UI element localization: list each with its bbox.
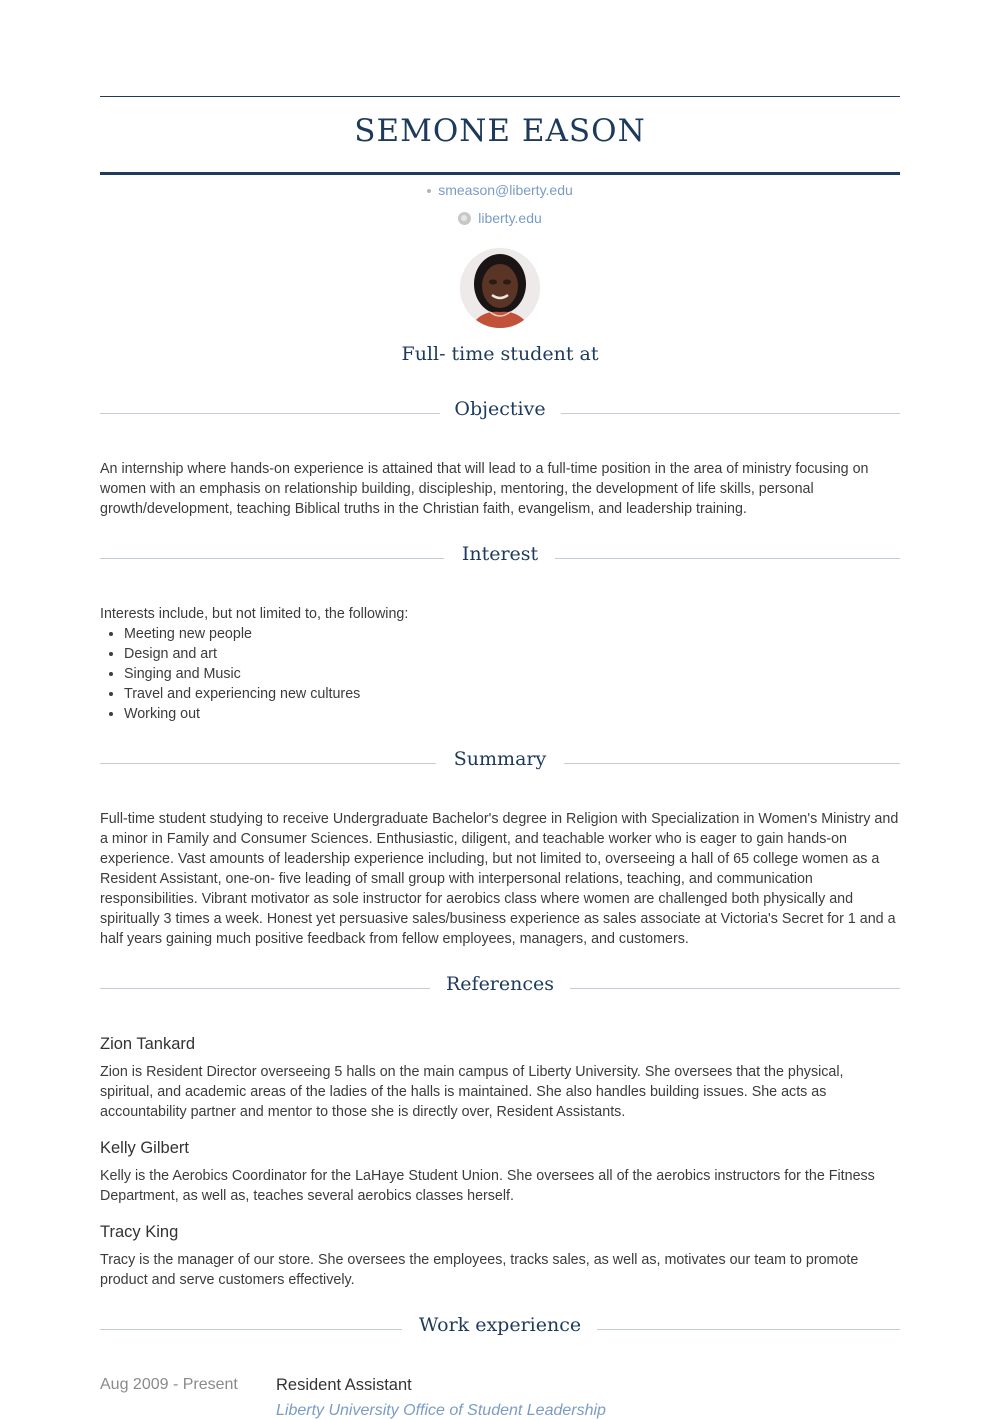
profile-photo bbox=[460, 248, 540, 328]
section-title: Summary bbox=[453, 748, 547, 770]
work-date: Aug 2009 - Present bbox=[100, 1376, 238, 1393]
section-title: Work experience bbox=[418, 1314, 582, 1336]
heading-rule-right bbox=[570, 988, 900, 989]
reference-text: Tracy is the manager of our store. She oversees the employees, tracks sales, as well as, motivates our team to promote product and serve customers effectively. bbox=[100, 1252, 859, 1288]
work-title: Resident Assistant bbox=[276, 1376, 412, 1394]
heading-rule-right bbox=[561, 413, 900, 414]
section-title: Interest bbox=[461, 543, 539, 565]
header-top-rule bbox=[100, 96, 900, 97]
heading-rule-right bbox=[555, 558, 900, 559]
section-heading-summary bbox=[100, 746, 900, 776]
section-title: Objective bbox=[454, 398, 546, 420]
list-item: • Meeting new people bbox=[124, 624, 900, 644]
website-contact[interactable] bbox=[100, 210, 900, 226]
section-heading-objective bbox=[100, 396, 900, 426]
heading-rule-right bbox=[564, 763, 900, 764]
summary-text: Full-time student studying to receive Undergraduate Bachelor's degree in Religion with Specialization in Women's Ministry and a minor in Family and Consumer Sciences. Enthusiastic, diligent, and teachable worker who is eager to gain hands-on experience. Vast amounts of leadership experience including, but not limited to, overseeing a hall of 65 college women as a Resident Assistant, one-on- five leading of small group with interpersonal relations, teaching, and communication responsibilities. Vibrant motivator as sole instructor for aerobics class where women are challenged both physically and spiritually 3 times a week. Honest yet persuasive sales/business experience as sales associate at Victoria's Secret for 1 and a half years gaining much positive feedback from fellow employees, managers, and customers. bbox=[100, 811, 899, 947]
email-contact[interactable] bbox=[100, 182, 900, 198]
section-heading-interest bbox=[100, 541, 900, 571]
reference-name: Tracy King bbox=[100, 1223, 179, 1241]
headline: Full- time student at bbox=[401, 343, 599, 365]
list-item: • Design and art bbox=[124, 644, 900, 664]
section-title: References bbox=[445, 973, 555, 995]
objective-text: An internship where hands-on experience is attained that will lead to a full-time position in the area of ministry focusing on women with an emphasis on relationship building, discipleship, mentoring, the development of life skills, personal growth/development, teaching Biblical truths in the Christian faith, evangelism, and leadership training. bbox=[100, 461, 869, 517]
list-item: • Travel and experiencing new cultures bbox=[124, 684, 900, 704]
bullet-icon bbox=[427, 189, 431, 193]
email-link[interactable]: smeason@liberty.edu bbox=[438, 182, 573, 198]
section-heading-references bbox=[100, 971, 900, 1001]
interest-list bbox=[100, 604, 900, 724]
avatar bbox=[460, 248, 540, 328]
reference-text: Kelly is the Aerobics Coordinator for the LaHaye Student Union. She oversees all of the aerobics instructors for the Fitness Department, as well as, teaches several aerobics classes herself. bbox=[100, 1168, 875, 1204]
reference-text: Zion is Resident Director overseeing 5 halls on the main campus of Liberty University. She oversees that the physical, spiritual, and academic areas of the ladies of the halls is maintained. She also handles building issues. She acts as accountability partner and mentor to those she is directly over, Resident Assistants. bbox=[100, 1064, 844, 1120]
reference-name: Kelly Gilbert bbox=[100, 1139, 189, 1157]
interest-intro: Interests include, but not limited to, the following: bbox=[100, 606, 409, 622]
website-link[interactable]: liberty.edu bbox=[478, 210, 542, 226]
header-bottom-rule bbox=[100, 172, 900, 175]
work-organization-link[interactable]: Liberty University Office of Student Leadership bbox=[276, 1402, 606, 1419]
reference-name: Zion Tankard bbox=[100, 1035, 196, 1053]
heading-rule-right bbox=[597, 1329, 900, 1330]
section-heading-work-experience bbox=[100, 1312, 900, 1342]
candidate-name: SEMONE EASON bbox=[354, 113, 646, 149]
list-item: • Working out bbox=[124, 704, 900, 724]
globe-icon bbox=[458, 212, 471, 225]
list-item: • Singing and Music bbox=[124, 664, 900, 684]
